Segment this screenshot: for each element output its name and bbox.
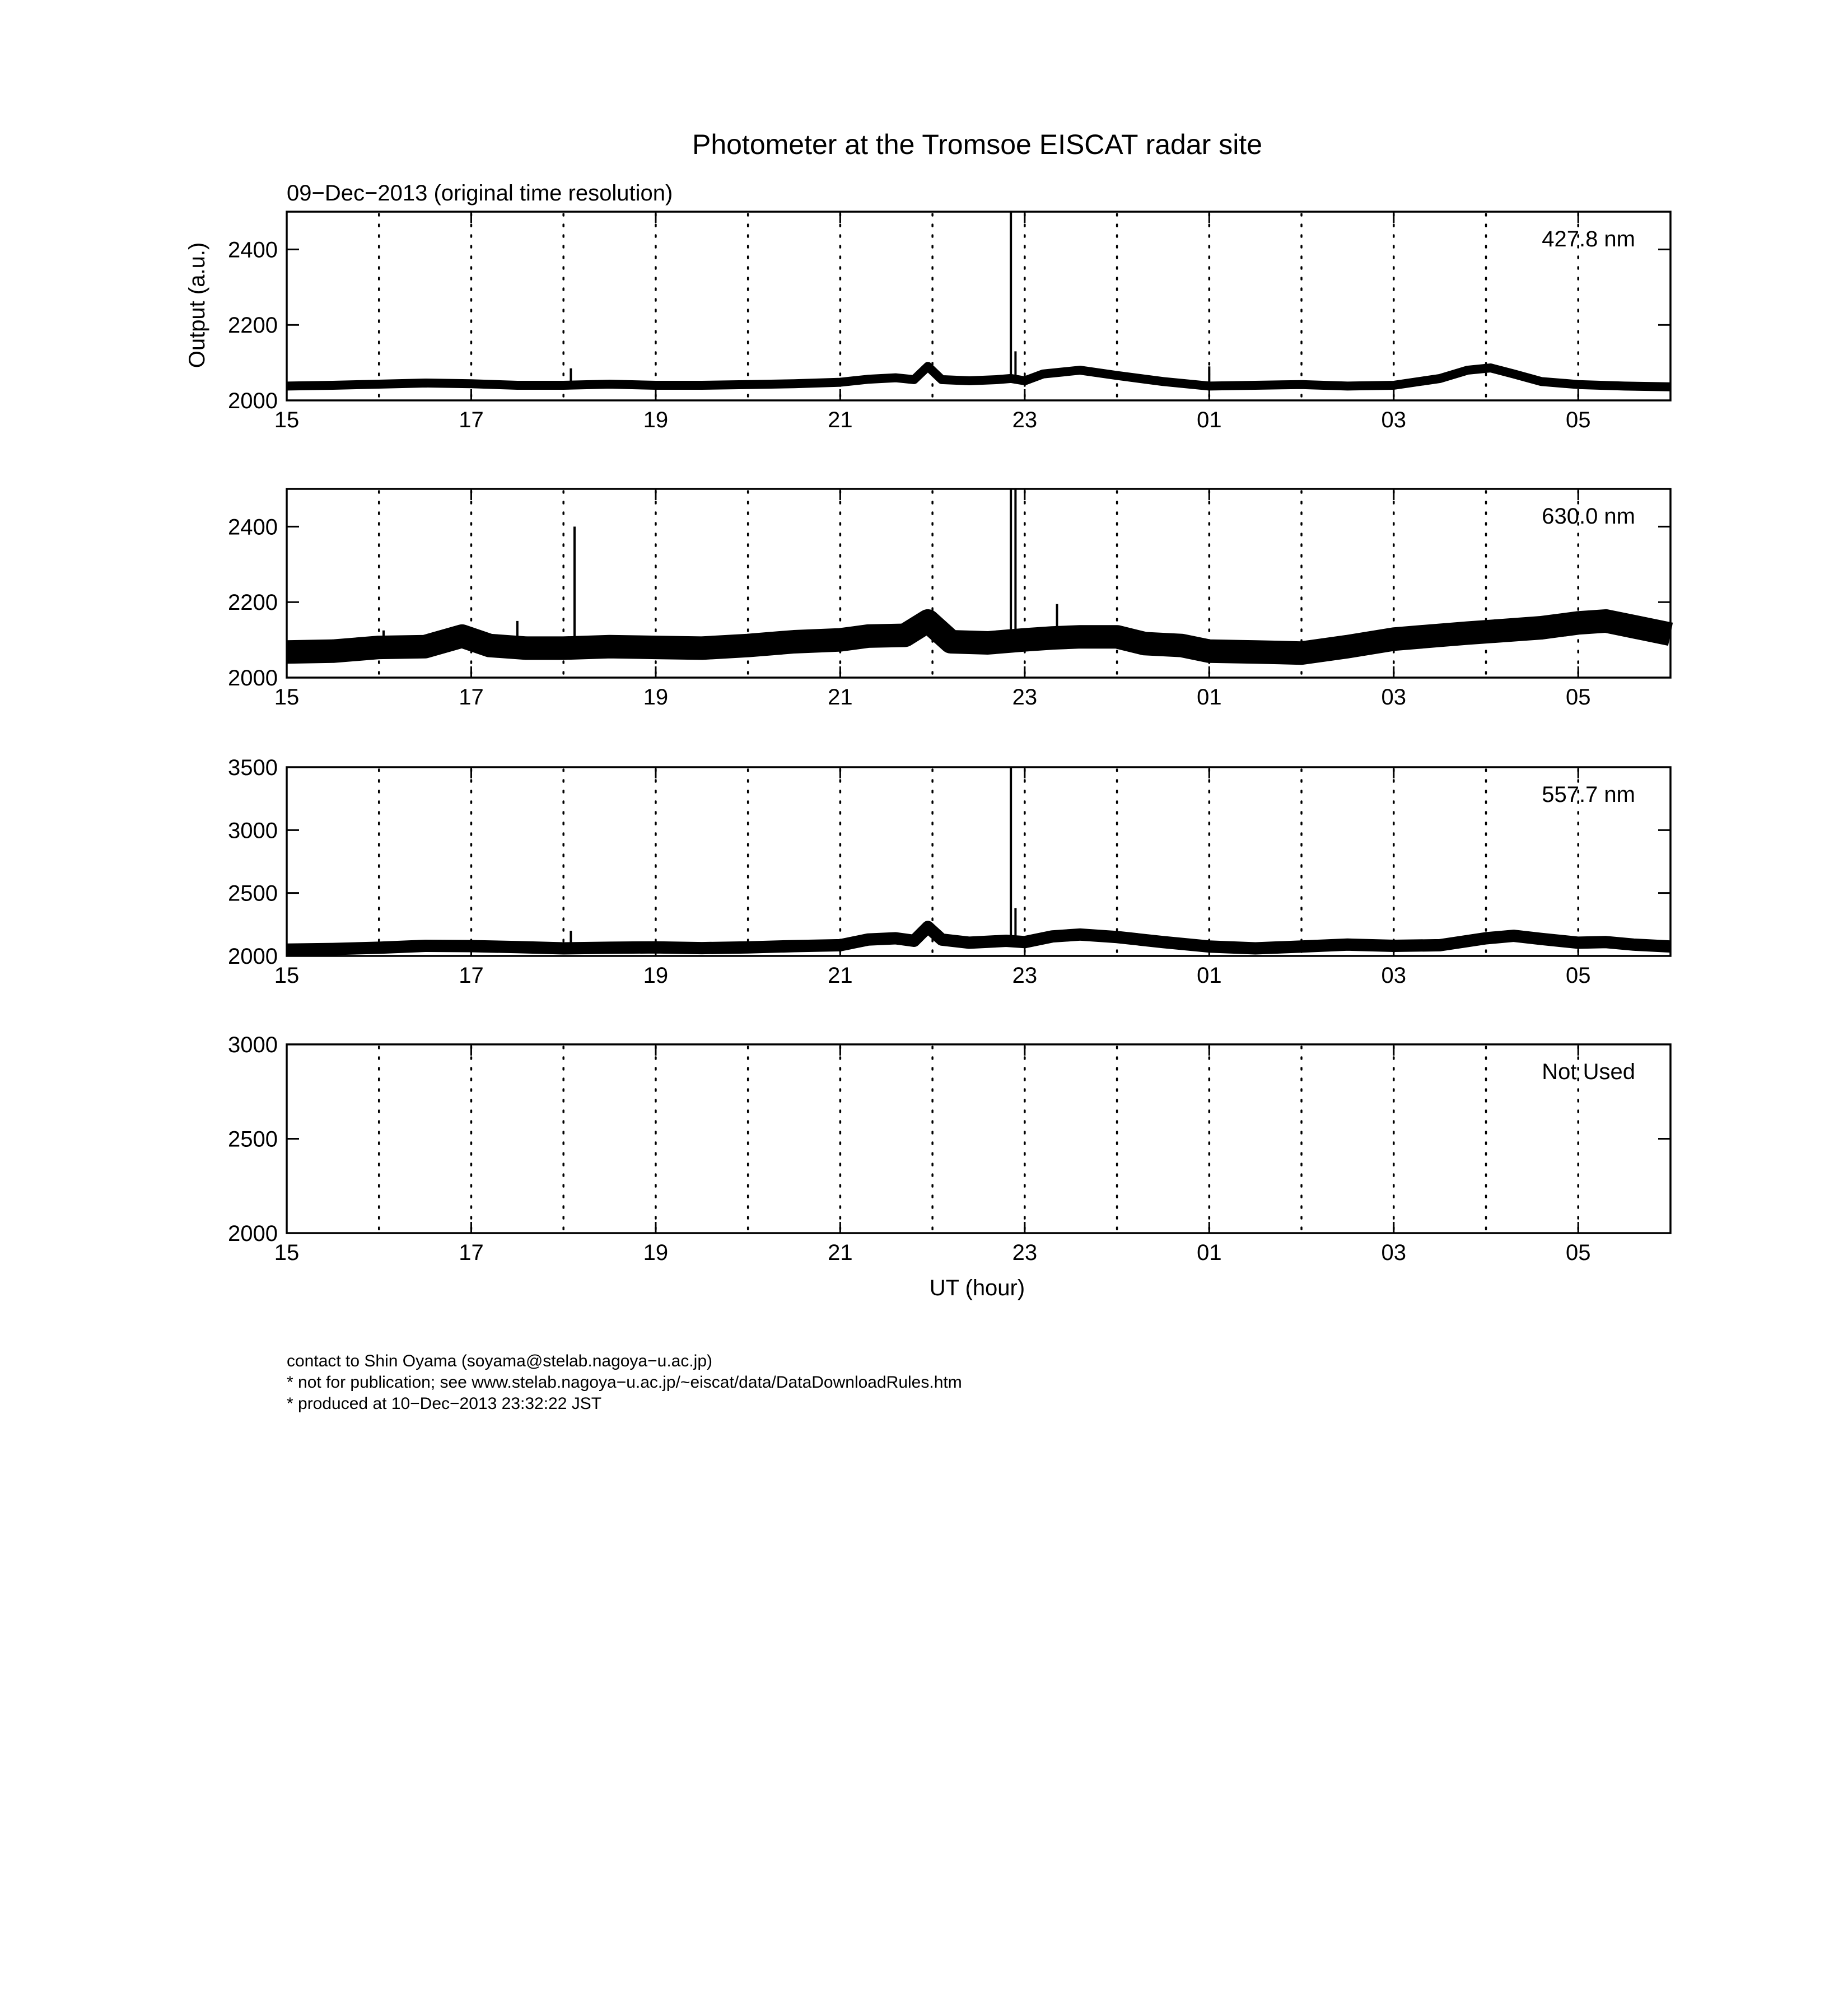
x-tick-label: 21: [828, 685, 853, 710]
x-tick-label: 19: [643, 1240, 669, 1265]
x-tick-label: 15: [274, 685, 300, 710]
x-tick-label: 03: [1381, 963, 1407, 988]
panel-4: [228, 1033, 1670, 1265]
y-tick-label: 2200: [228, 313, 278, 338]
y-tick-label: 2500: [228, 1127, 278, 1152]
x-tick-label: 05: [1566, 963, 1591, 988]
panels: [228, 212, 1670, 1265]
y-tick-label: 2500: [228, 881, 278, 906]
axes-frame: [287, 1044, 1670, 1233]
note-publication: * not for publication; see www.stelab.nagoya−u.ac.jp/~eiscat/data/DataDownloadRules.htm: [287, 1373, 962, 1392]
band-label: 427.8 nm: [1542, 227, 1635, 251]
x-axis-label: UT (hour): [929, 1276, 1025, 1300]
band-label: Not Used: [1542, 1060, 1635, 1084]
x-tick-label: 23: [1012, 685, 1038, 710]
note-produced: * produced at 10−Dec−2013 23:32:22 JST: [287, 1394, 602, 1413]
series-line: [287, 621, 1670, 653]
x-tick-label: 15: [274, 963, 300, 988]
band-label: 630.0 nm: [1542, 504, 1635, 529]
y-tick-label: 3000: [228, 1033, 278, 1057]
x-tick-label: 03: [1381, 408, 1407, 432]
band-label: 557.7 nm: [1542, 782, 1635, 807]
y-tick-label: 2000: [228, 389, 278, 413]
y-tick-label: 2000: [228, 944, 278, 969]
y-tick-label: 2400: [228, 515, 278, 540]
y-tick-label: 2000: [228, 1221, 278, 1246]
x-tick-label: 17: [459, 408, 484, 432]
x-tick-label: 21: [828, 408, 853, 432]
x-tick-label: 21: [828, 1240, 853, 1265]
x-tick-label: 15: [274, 408, 300, 432]
panel-1: [228, 212, 1670, 432]
x-tick-label: 19: [643, 408, 669, 432]
panel-2: [228, 489, 1670, 710]
x-tick-label: 05: [1566, 685, 1591, 710]
y-tick-label: 2400: [228, 237, 278, 263]
x-tick-label: 01: [1197, 685, 1222, 710]
x-tick-label: 17: [459, 963, 484, 988]
x-tick-label: 23: [1012, 408, 1038, 432]
series-line: [287, 927, 1670, 950]
note-contact: contact to Shin Oyama (soyama@stelab.nagoya−u.ac.jp): [287, 1352, 713, 1370]
axes-frame: [287, 767, 1670, 956]
x-tick-label: 17: [459, 685, 484, 710]
x-tick-label: 01: [1197, 1240, 1222, 1265]
x-tick-label: 23: [1012, 1240, 1038, 1265]
y-tick-label: 3500: [228, 755, 278, 780]
x-tick-label: 01: [1197, 963, 1222, 988]
y-axis-label: Output (a.u.): [185, 242, 209, 368]
y-tick-label: 3000: [228, 818, 278, 843]
y-tick-label: 2000: [228, 666, 278, 690]
x-tick-label: 19: [643, 685, 669, 710]
x-tick-label: 15: [274, 1240, 300, 1265]
series-line: [287, 366, 1670, 386]
x-tick-label: 23: [1012, 963, 1038, 988]
x-tick-label: 21: [828, 963, 853, 988]
x-tick-label: 03: [1381, 1240, 1407, 1265]
figure-subtitle: 09−Dec−2013 (original time resolution): [287, 181, 673, 206]
x-tick-label: 17: [459, 1240, 484, 1265]
y-tick-label: 2200: [228, 590, 278, 615]
x-tick-label: 05: [1566, 408, 1591, 432]
panel-3: [228, 755, 1670, 988]
x-tick-label: 03: [1381, 685, 1407, 710]
x-tick-label: 01: [1197, 408, 1222, 432]
x-tick-label: 19: [643, 963, 669, 988]
figure-title: Photometer at the Tromsoe EISCAT radar site: [692, 129, 1263, 160]
x-tick-label: 05: [1566, 1240, 1591, 1265]
